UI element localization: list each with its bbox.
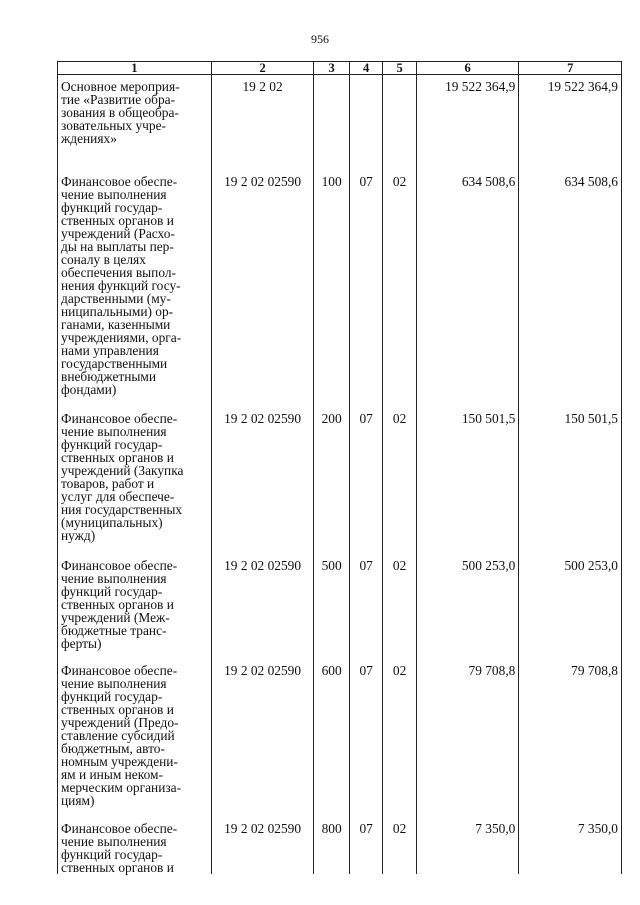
column-header-3: 3 xyxy=(314,62,350,75)
row-amount-col6: 500 253,0 xyxy=(416,554,519,659)
row-amount-col7: 150 501,5 xyxy=(519,407,622,554)
row-amount-col7: 79 708,8 xyxy=(519,659,622,817)
row-subsection: 02 xyxy=(383,407,416,554)
row-expense-type: 600 xyxy=(314,659,350,817)
row-expense-type: 800 xyxy=(314,817,350,874)
column-header-5: 5 xyxy=(383,62,416,75)
column-header-6: 6 xyxy=(416,62,519,75)
row-description: Финансовое обеспе- чение выполнения функций государ- ственных органов и учреждений (Расхо- ды на выплаты пер- соналу в целях обеспечения выпол- нения функций госу- дарственными (му- ниципальными) ор- ганами, казенными учреждениями, орга- нами управления государственными внебюджетными фондами) xyxy=(58,170,212,407)
row-description: Основное мероприя- тие «Развитие обра- зования в общеобра- зовательных учре- ждениях» xyxy=(58,75,212,171)
row-section: 07 xyxy=(349,170,382,407)
row-description: Финансовое обеспе- чение выполнения функций государ- ственных органов и учреждений (Предо- ставление субсидий бюджетным, авто- номным учреждени- ям и иным неком- мерческим организа- циям) xyxy=(58,659,212,817)
column-header-4: 4 xyxy=(349,62,382,75)
table-row xyxy=(58,75,622,171)
row-subsection: 02 xyxy=(383,170,416,407)
row-code: 19 2 02 02590 xyxy=(211,407,314,554)
row-expense-type: 500 xyxy=(314,554,350,659)
row-section: 07 xyxy=(349,407,382,554)
row-section: 07 xyxy=(349,554,382,659)
row-amount-col6: 19 522 364,9 xyxy=(416,75,519,171)
row-code: 19 2 02 02590 xyxy=(211,554,314,659)
row-amount-col7: 634 508,6 xyxy=(519,170,622,407)
table-row xyxy=(58,554,622,659)
column-header-7: 7 xyxy=(519,62,622,75)
row-section: 07 xyxy=(349,817,382,874)
column-header-1: 1 xyxy=(58,62,212,75)
row-subsection: 02 xyxy=(383,554,416,659)
row-amount-col7: 500 253,0 xyxy=(519,554,622,659)
row-description: Финансовое обеспе- чение выполнения функций государ- ственных органов и учреждений (Закупка товаров, работ и услуг для обеспече- ния государственных (муниципальных) нужд) xyxy=(58,407,212,554)
row-code: 19 2 02 02590 xyxy=(211,659,314,817)
row-amount-col6: 79 708,8 xyxy=(416,659,519,817)
row-section xyxy=(349,75,382,171)
budget-table xyxy=(57,61,622,874)
row-subsection: 02 xyxy=(383,817,416,874)
row-amount-col6: 150 501,5 xyxy=(416,407,519,554)
row-description: Финансовое обеспе- чение выполнения функций государ- ственных органов и учреждений (Меж- бюджетные транс- ферты) xyxy=(58,554,212,659)
table-row xyxy=(58,407,622,554)
table-row xyxy=(58,170,622,407)
table-header-row xyxy=(58,62,622,75)
row-code: 19 2 02 02590 xyxy=(211,817,314,874)
row-amount-col7: 19 522 364,9 xyxy=(519,75,622,171)
row-expense-type xyxy=(314,75,350,171)
row-subsection xyxy=(383,75,416,171)
column-header-2: 2 xyxy=(211,62,314,75)
table-row xyxy=(58,817,622,874)
row-subsection: 02 xyxy=(383,659,416,817)
row-section: 07 xyxy=(349,659,382,817)
row-expense-type: 100 xyxy=(314,170,350,407)
page-number: 956 xyxy=(311,32,329,46)
table-row xyxy=(58,659,622,817)
row-expense-type: 200 xyxy=(314,407,350,554)
row-code: 19 2 02 02590 xyxy=(211,170,314,407)
row-description: Финансовое обеспе- чение выполнения функций государ- ственных органов и xyxy=(58,817,212,874)
row-amount-col6: 634 508,6 xyxy=(416,170,519,407)
row-amount-col7: 7 350,0 xyxy=(519,817,622,874)
row-code: 19 2 02 xyxy=(211,75,314,171)
row-amount-col6: 7 350,0 xyxy=(416,817,519,874)
